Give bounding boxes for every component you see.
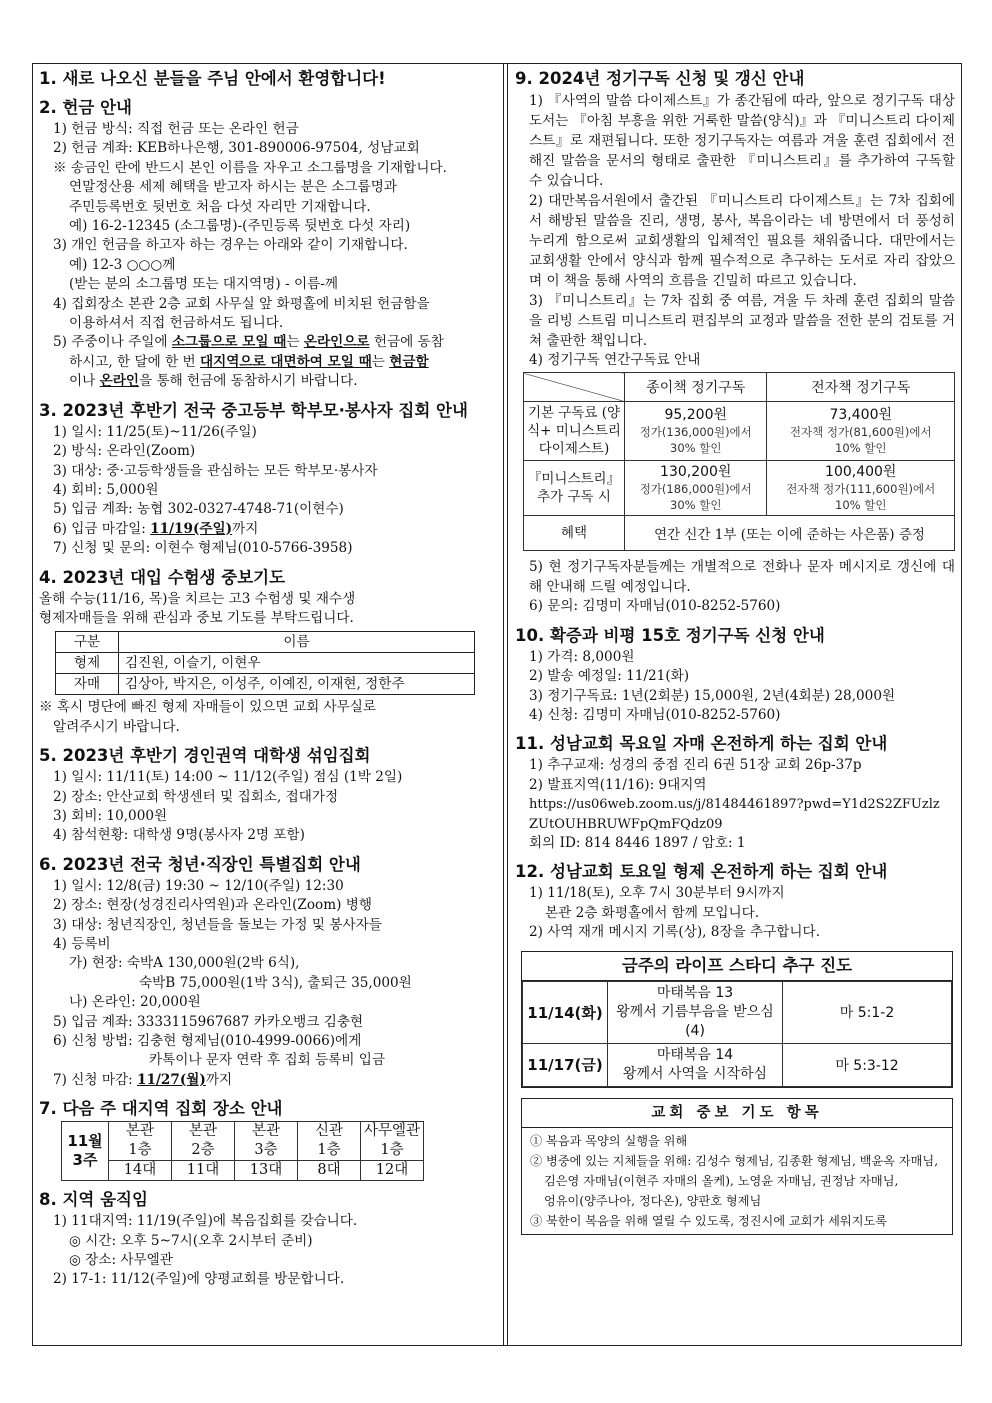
table-cell: 8대	[298, 1161, 361, 1181]
text-line: 1) 일시: 12/8(금) 19:30 ~ 12/10(주일) 12:30	[53, 877, 344, 894]
text-line: 나) 온라인: 20,000원	[69, 994, 201, 1011]
section-subscription	[515, 68, 955, 617]
table-row	[523, 981, 952, 1043]
life-study-table	[522, 981, 952, 1087]
table-cell: 마태복음 14 왕께서 사역을 시작하심	[608, 1043, 783, 1086]
table-row	[56, 653, 475, 674]
text-line: 6) 입금 마감일: 11/19(주일)까지	[53, 520, 259, 537]
text-line: 숙박B 75,000원(1박 3식), 출퇴근 35,000원	[139, 974, 412, 991]
section-title: 6. 2023년 전국 청년·직장인 특별집회 안내	[39, 854, 361, 874]
text-line: 5) 주중이나 주일에 소그룹으로 모일 때는 온라인으로 헌금에 동참	[53, 334, 444, 351]
text-line: (받는 분의 소그룹명 또는 대지역명) - 이름-께	[69, 276, 338, 293]
text-line: 올해 수능(11/16, 목)을 치르는 고3 수험생 및 재수생	[39, 590, 356, 607]
text-line: ※ 혹시 명단에 빠진 형제 자매들이 있으면 교회 사무실로	[39, 699, 377, 716]
table-row	[62, 1161, 424, 1181]
table-cell: 자매	[56, 674, 119, 695]
students-table	[55, 631, 475, 695]
text-line: 카톡이나 문자 연락 후 집회 등록비 입금	[149, 1052, 386, 1069]
section-meeting-place	[39, 1098, 495, 1181]
text-line: 1) 일시: 11/11(토) 14:00 ~ 11/12(주일) 점심 (1박 2일)	[53, 769, 403, 786]
section-welcome	[39, 68, 495, 89]
table-cell: 형제	[56, 653, 119, 674]
section-title: 10. 확증과 비평 15호 정기구독 신청 안내	[515, 625, 825, 645]
section-saturday-meeting	[515, 861, 955, 942]
table-cell: 73,400원 전자책 정가(81,600원)에서 10% 할인	[767, 402, 955, 461]
text-line: 2) 사역 재개 메시지 기록(상), 8장을 추구합니다.	[529, 924, 821, 941]
table-row	[56, 632, 475, 653]
section-title: 11. 성남교회 목요일 자매 온전하게 하는 집회 안내	[515, 734, 888, 754]
text-line: 2) 발표지역(11/16): 9대지역	[529, 776, 707, 793]
section-title: 7. 다음 주 대지역 집회 장소 안내	[39, 1099, 283, 1119]
table-cell: 11/14(화)	[523, 981, 608, 1043]
text-line: 예) 12-3 ○○○께	[69, 256, 176, 273]
table-cell: 연간 신간 1부 (또는 이에 준하는 사은품) 증정	[625, 516, 955, 551]
table-row	[524, 461, 955, 516]
section-title: 8. 지역 움직임	[39, 1190, 148, 1210]
table-row-label: 기본 구독료 (양식+ 미니스트리 다이제스트)	[524, 402, 625, 461]
paragraph: 5) 현 정기구독자분들께는 개별적으로 전화나 문자 메시지로 갱신에 대해 안내해 드릴 예정입니다.	[529, 559, 955, 596]
section-title: 12. 성남교회 토요일 형제 온전하게 하는 집회 안내	[515, 862, 888, 882]
left-column	[39, 68, 495, 1298]
section-title: 5. 2023년 후반기 경인권역 대학생 섞임집회	[39, 746, 371, 766]
text-line: 3) 회비: 10,000원	[53, 807, 168, 824]
list-item: ③ 북한이 복음을 위해 열릴 수 있도록, 정진시에 교회가 세워지도록	[530, 1213, 888, 1228]
text-line: ◎ 장소: 사무엘관	[69, 1252, 173, 1269]
meeting-place-table	[61, 1121, 424, 1181]
column-divider	[503, 64, 508, 1345]
text-line: 4) 신청: 김명미 자매님(010-8252-5760)	[529, 707, 781, 724]
section-offering	[39, 97, 495, 392]
section-youth-meeting	[39, 854, 495, 1090]
prayer-list	[522, 1128, 952, 1234]
section-thursday-meeting	[515, 733, 955, 853]
text-line: 6) 신청 방법: 김충현 형제님(010-4999-0066)에게	[53, 1033, 362, 1050]
table-row	[56, 674, 475, 695]
text-line: 4) 참석현황: 대학생 9명(봉사자 2명 포함)	[53, 827, 305, 844]
table-cell: 마 5:1-2	[783, 981, 952, 1043]
table-row	[62, 1122, 424, 1161]
table-cell: 14대	[109, 1161, 172, 1181]
text-line: 3) 대상: 청년직장인, 청년들을 돌보는 가정 및 봉사자들	[53, 916, 382, 933]
text-line: 이용하셔서 직접 헌금하셔도 됩니다.	[69, 315, 284, 332]
text-line: 1) 11대지역: 11/19(주일)에 복음집회를 갖습니다.	[53, 1213, 358, 1230]
bulletin-page	[32, 63, 962, 1346]
right-column	[515, 68, 955, 1235]
table-row-label: 『미니스트리』 추가 구독 시	[524, 461, 625, 516]
section-region-activity	[39, 1189, 495, 1290]
text-line: 2) 발송 예정일: 11/21(화)	[529, 668, 690, 685]
text-line: 1) 가격: 8,000원	[529, 648, 635, 665]
table-cell: 12대	[361, 1161, 424, 1181]
section-university-meeting	[39, 745, 495, 846]
list-item: ② 병중에 있는 지체들을 위해: 김성수 형제님, 김종환 형제님, 백윤옥 자매님,	[530, 1153, 939, 1168]
text-line: 가) 현장: 숙박A 130,000원(2박 6식),	[69, 955, 300, 972]
text-line: 이나 온라인을 통해 헌금에 동참하시기 바랍니다.	[69, 373, 358, 390]
text-line: 3) 대상: 중·고등학생들을 관심하는 모든 학부모·봉사자	[53, 462, 378, 479]
paragraph: 1) 『사역의 말씀 다이제스트』가 종간됨에 따라, 앞으로 정기구독 대상 도서는 『아침 부흥을 위한 거룩한 말씀(양식)』과 『미니스트리 다이제스트』로 재편됩니다. 또한 정기구독자는 여름과 겨울 훈련 집회에서 전해진 말씀을 문서의 형태로 출판한 『미니스트리』를 추가하여 구독할 수 있습니다.	[529, 93, 955, 189]
text-line: 회의 ID: 814 8446 1897 / 암호: 1	[529, 835, 746, 852]
table-cell: 11/17(금)	[523, 1043, 608, 1086]
text-line: 5) 입금 계좌: 3333115967687 카카오뱅크 김충현	[53, 1013, 364, 1030]
zoom-link[interactable]: https://us06web.zoom.us/j/81484461897?pwd=Y1d2S2ZFUzlz	[529, 797, 940, 813]
text-line: 4) 집회장소 본관 2층 교회 사무실 앞 화평홀에 비치된 헌금함을	[53, 295, 430, 312]
list-item: ① 복음과 목양의 실행을 위해	[530, 1133, 688, 1148]
text-line: 형제자매들을 위해 관심과 중보 기도를 부탁드립니다.	[39, 609, 354, 626]
text-line: 연말정산용 세제 혜택을 받고자 하시는 분은 소그룹명과	[69, 179, 397, 196]
section-title: 2. 헌금 안내	[39, 98, 132, 117]
text-line: 6) 문의: 김명미 자매님(010-8252-5760)	[529, 598, 781, 615]
text-line: 4) 정기구독 연간구독료 안내	[529, 352, 701, 368]
table-header: 구분	[56, 632, 119, 653]
table-cell: 13대	[235, 1161, 298, 1181]
table-cell: 신관 1층	[298, 1122, 361, 1161]
text-line: 1) 11/18(토), 오후 7시 30분부터 9시까지	[529, 885, 785, 902]
table-cell: 사무엘관 1층	[361, 1122, 424, 1161]
text-line: 1) 헌금 방식: 직접 헌금 또는 온라인 헌금	[53, 121, 299, 137]
text-line: 주민등록번호 뒷번호 처음 다섯 자리만 기재합니다.	[69, 198, 371, 215]
prayer-box	[521, 1098, 953, 1235]
table-cell: 11대	[172, 1161, 235, 1181]
paragraph: 2) 대만복음서원에서 출간된 『미니스트리 다이제스트』는 7차 집회에서 해방된 말씀을 진리, 생명, 봉사, 복음이라는 네 방면에서 더 풍성히 누리게 함으로써 교회생활의 입체적인 필요를 채워줍니다. 대만에서는 교회생활 안에서 양식과 함께 필수적으로 추구하는 도서로 자리 잡았으며 이 책을 통해 사역의 흐름을 긴밀히 따르고 있습니다.	[529, 193, 955, 289]
prayer-title: 교회 중보 기도 항목	[522, 1099, 952, 1128]
table-header: 전자책 정기구독	[767, 373, 955, 402]
table-cell: 본관 3층	[235, 1122, 298, 1161]
text-line: 2) 장소: 안산교회 학생센터 및 집회소, 접대가정	[53, 788, 339, 805]
text-line: 알려주시기 바랍니다.	[53, 718, 180, 735]
section-title: 4. 2023년 대입 수험생 중보기도	[39, 567, 286, 587]
table-cell: 본관 1층	[109, 1122, 172, 1161]
table-cell: 마 5:3-12	[783, 1043, 952, 1086]
section-title: 1. 새로 나오신 분들을 주님 안에서 환영합니다!	[39, 69, 386, 88]
text-line: 3) 개인 헌금을 하고자 하는 경우는 아래와 같이 기재합니다.	[53, 237, 408, 254]
list-item: 엉유이(양주나아, 정다온), 양판호 형제님	[544, 1193, 762, 1208]
table-corner	[524, 373, 625, 402]
text-line: 3) 정기구독료: 1년(2회분) 15,000원, 2년(4회분) 28,000원	[529, 687, 896, 704]
table-cell: 130,200원 정가(186,000원)에서 30% 할인	[625, 461, 767, 516]
text-line: 7) 신청 마감: 11/27(월)까지	[53, 1071, 233, 1088]
section-exam-prayer	[39, 567, 495, 738]
text-line: 2) 장소: 현장(성경진리사역원)과 온라인(Zoom) 병행	[53, 897, 372, 914]
zoom-link[interactable]: ZUtOUHBRUWFpQmFQdz09	[529, 816, 723, 832]
list-item: 김은영 자매님(이현주 자매의 올케), 노영윤 자매님, 권정남 자매님,	[544, 1173, 899, 1188]
table-cell: 본관 2층	[172, 1122, 235, 1161]
text-line: 예) 16-2-12345 (소그룹명)-(주민등록 뒷번호 다섯 자리)	[69, 218, 411, 235]
life-study-box	[521, 951, 953, 1088]
text-line: 5) 입금 계좌: 농협 302-0327-4748-71(이현수)	[53, 501, 344, 518]
text-line: ◎ 시간: 오후 5~7시(오후 2시부터 준비)	[69, 1232, 313, 1249]
table-row-label: 혜택	[524, 516, 625, 551]
table-row	[524, 402, 955, 461]
table-cell: 100,400원 전자책 정가(111,600원)에서 10% 할인	[767, 461, 955, 516]
text-line: 하시고, 한 달에 한 번 대지역으로 대면하여 모일 때는 현금함	[69, 353, 429, 370]
text-line: 4) 회비: 5,000원	[53, 481, 159, 498]
section-title: 9. 2024년 정기구독 신청 및 갱신 안내	[515, 69, 805, 88]
table-header: 이름	[119, 632, 475, 653]
table-cell: 김진원, 이슬기, 이현우	[119, 653, 475, 674]
paragraph: 3) 『미니스트리』는 7차 집회 중 여름, 겨울 두 차례 훈련 집회의 말씀을 리빙 스트림 미니스트리 편집부의 교정과 말씀을 전한 분의 검토를 거쳐 출판한 책입니다.	[529, 293, 955, 349]
table-header: 종이책 정기구독	[625, 373, 767, 402]
table-cell: 김상아, 박지은, 이성주, 이예진, 이재현, 정한주	[119, 674, 475, 695]
table-cell: 마태복음 13 왕께서 기름부음을 받으심(4)	[608, 981, 783, 1043]
text-line: 1) 일시: 11/25(토)~11/26(주일)	[53, 423, 257, 440]
text-line: 1) 추구교재: 성경의 중점 진리 6권 51장 교회 26p-37p	[529, 757, 862, 774]
table-row	[523, 1043, 952, 1086]
text-line: 7) 신청 및 문의: 이현수 형제님(010-5766-3958)	[53, 540, 353, 557]
section-journal-subscription	[515, 625, 955, 726]
text-line: 본관 2층 화평홀에서 함께 모입니다.	[545, 904, 760, 921]
life-study-title: 금주의 라이프 스타디 추구 진도	[522, 952, 952, 981]
subscription-fee-table	[523, 372, 955, 551]
text-line: 2) 17-1: 11/12(주일)에 양평교회를 방문합니다.	[53, 1271, 345, 1288]
text-line: 2) 방식: 온라인(Zoom)	[53, 443, 196, 460]
table-cell: 95,200원 정가(136,000원)에서 30% 할인	[625, 402, 767, 461]
table-row	[524, 516, 955, 551]
table-cell: 11월 3주	[62, 1122, 109, 1181]
text-line: 4) 등록비	[53, 936, 111, 952]
text-line: ※ 송금인 란에 반드시 본인 이름을 자우고 소그룹명을 기재합니다.	[53, 159, 447, 176]
text-line: 2) 헌금 계좌: KEB하나은행, 301-890006-97504, 성남교회	[53, 140, 420, 157]
section-parents-meeting	[39, 400, 495, 559]
section-title: 3. 2023년 후반기 전국 중고등부 학부모·봉사자 집회 안내	[39, 400, 468, 420]
table-row	[524, 373, 955, 402]
